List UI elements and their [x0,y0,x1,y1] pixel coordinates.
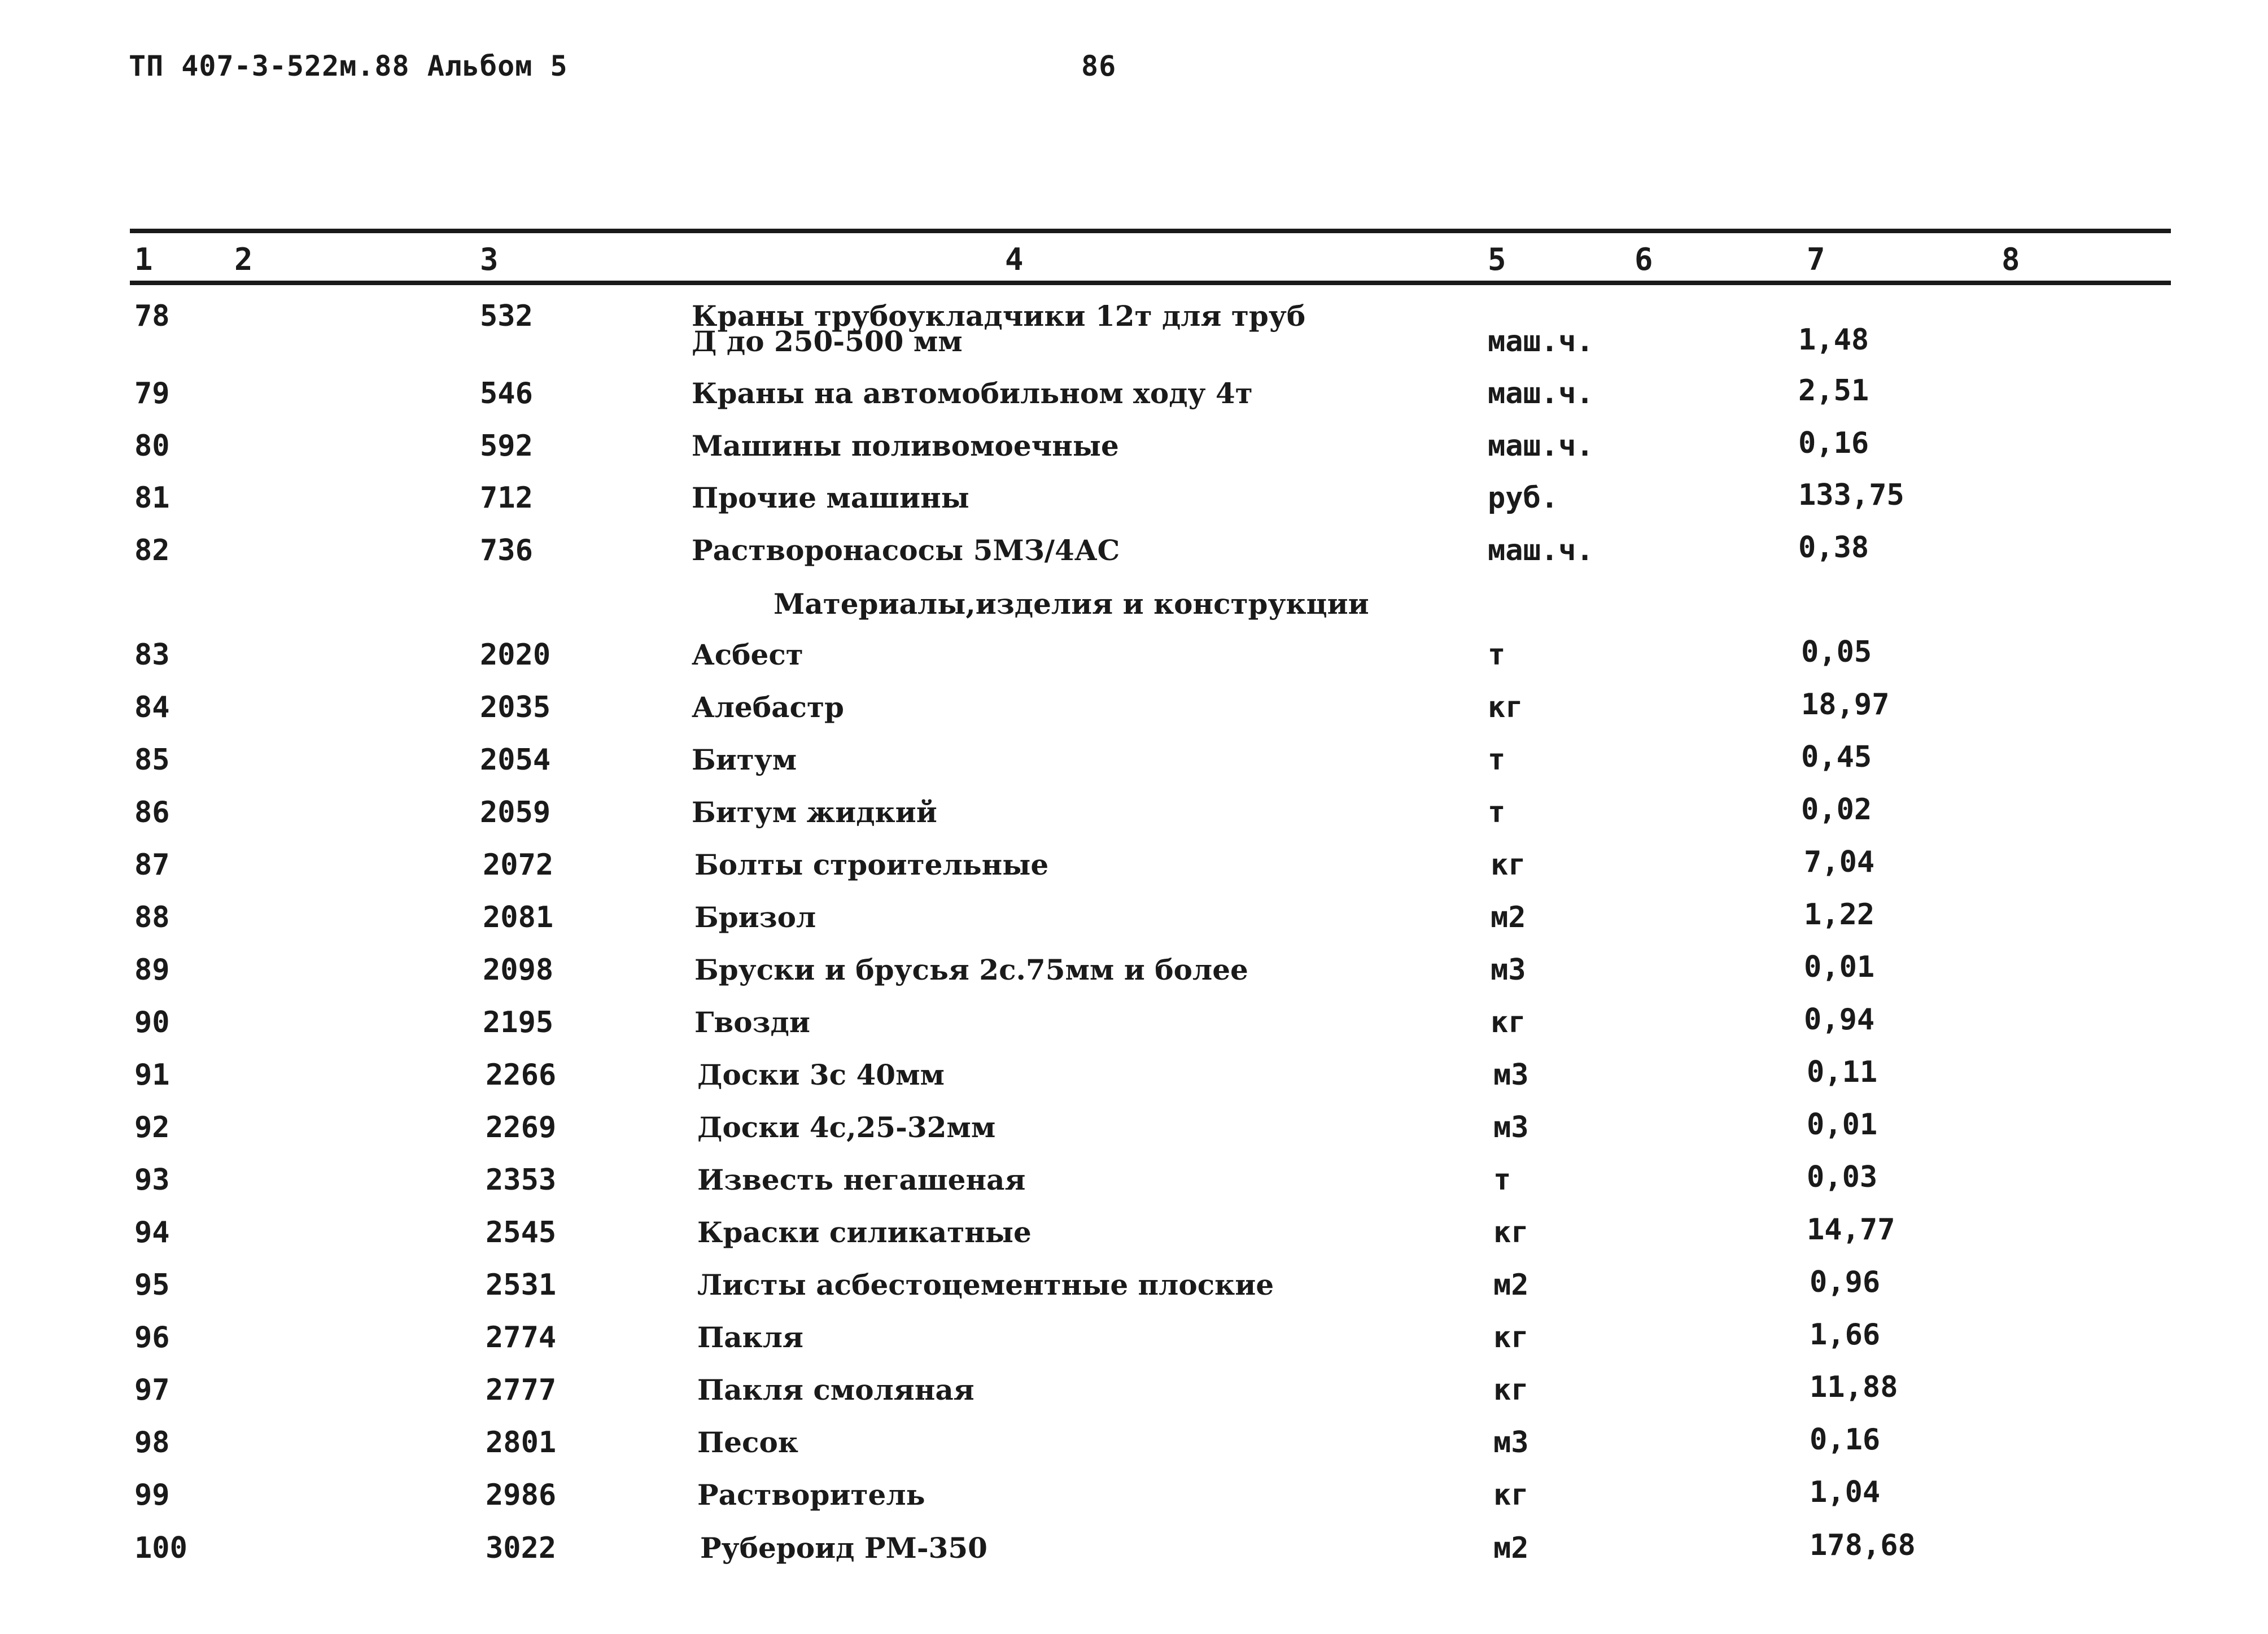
row-number: 96 [134,1321,170,1355]
resource-name: Краны трубоукладчики 12т для труб [692,299,1306,333]
unit: м3 [1493,1058,1529,1092]
row-number: 80 [134,429,170,463]
resource-code: 2035 [480,691,551,724]
row-number: 82 [134,534,170,567]
column-header: 8 [2002,242,2020,277]
row-number: 100 [134,1531,187,1565]
resource-name: Краски силикатные [697,1216,1032,1249]
unit: кг [1493,1321,1529,1355]
unit: руб. [1488,481,1559,515]
resource-name: Рубероид РМ-350 [700,1531,987,1565]
column-header: 1 [134,242,153,277]
column-header: 4 [1005,242,1024,277]
unit: кг [1488,691,1523,724]
unit: маш.ч. [1488,377,1594,410]
quantity: 1,04 [1810,1475,1881,1509]
resource-name: Пакля смоляная [697,1373,975,1406]
row-number: 87 [134,848,170,882]
unit: м2 [1493,1531,1529,1565]
resource-code: 3022 [486,1531,557,1565]
row-number: 78 [134,299,170,333]
table-header-rule [130,281,2171,285]
quantity: 178,68 [1810,1528,1916,1562]
row-number: 85 [134,743,170,777]
column-header: 5 [1488,242,1506,277]
resource-name: Алебастр [692,691,844,724]
resource-code: 712 [480,481,533,515]
resource-name: Растворитель [697,1478,925,1511]
resource-code: 2774 [486,1321,557,1355]
row-number: 94 [134,1216,170,1249]
resource-name: Песок [697,1426,798,1459]
resource-code: 2059 [480,796,551,829]
quantity: 0,01 [1807,1108,1878,1142]
unit: кг [1493,1216,1529,1249]
row-number: 79 [134,377,170,410]
quantity: 7,04 [1804,845,1875,879]
quantity: 0,16 [1798,426,1869,460]
resource-name: Известь негашеная [697,1163,1026,1196]
row-number: 88 [134,901,170,934]
resource-code: 592 [480,429,533,463]
document-code: ТП 407-3-522м.88 Альбом 5 [129,50,568,82]
resource-name-continued: Д до 250-500 мм [692,325,963,358]
unit: маш.ч. [1488,325,1594,359]
unit: т [1488,743,1506,777]
row-number: 84 [134,691,170,724]
quantity: 0,05 [1801,635,1872,669]
unit: м3 [1493,1426,1529,1460]
resource-code: 2353 [486,1163,557,1197]
resource-code: 2020 [480,638,551,672]
resource-name: Битум жидкий [692,796,937,829]
resource-code: 2072 [483,848,554,882]
column-header: 6 [1635,242,1653,277]
quantity: 18,97 [1801,688,1890,722]
resource-code: 2269 [486,1111,557,1144]
quantity: 1,48 [1798,323,1869,357]
quantity: 1,22 [1804,898,1875,932]
resource-name: Растворонасосы 5МЗ/4АС [692,534,1120,567]
resource-code: 2266 [486,1058,557,1092]
quantity: 0,38 [1798,531,1869,565]
resource-code: 2531 [486,1268,557,1302]
resource-code: 2195 [483,1006,554,1039]
unit: маш.ч. [1488,429,1594,463]
resource-name: Машины поливомоечные [692,429,1119,462]
resource-name: Бруски и брусья 2с.75мм и более [694,953,1248,986]
quantity: 0,11 [1807,1055,1878,1089]
unit: кг [1491,1006,1526,1039]
row-number: 86 [134,796,170,829]
row-number: 91 [134,1058,170,1092]
row-number: 97 [134,1373,170,1407]
quantity: 2,51 [1798,374,1869,408]
resource-name: Гвозди [694,1006,810,1039]
quantity: 0,96 [1810,1265,1881,1299]
unit: т [1488,638,1506,672]
resource-name: Битум [692,743,797,776]
unit: кг [1493,1478,1529,1512]
row-number: 89 [134,953,170,987]
quantity: 0,94 [1804,1003,1875,1037]
column-header: 2 [234,242,253,277]
table-top-rule [130,229,2171,233]
quantity: 0,02 [1801,793,1872,827]
resource-code: 2986 [486,1478,557,1512]
row-number: 90 [134,1006,170,1039]
quantity: 133,75 [1798,478,1904,512]
resource-name: Доски 4с,25-32мм [697,1111,996,1144]
unit: маш.ч. [1488,534,1594,567]
unit: м2 [1491,901,1526,934]
section-heading: Материалы,изделия и конструкции [774,587,1369,621]
unit: кг [1491,848,1526,882]
unit: т [1493,1163,1511,1197]
quantity: 0,03 [1807,1160,1878,1194]
quantity: 0,16 [1810,1423,1881,1457]
resource-code: 2545 [486,1216,557,1249]
resource-name: Бризол [694,901,816,934]
page-number: 86 [1081,50,1117,82]
unit: т [1488,796,1506,829]
resource-name: Краны на автомобильном ходу 4т [692,377,1253,410]
resource-code: 2081 [483,901,554,934]
row-number: 92 [134,1111,170,1144]
resource-code: 546 [480,377,533,410]
resource-code: 2098 [483,953,554,987]
quantity: 0,01 [1804,950,1875,984]
resource-code: 532 [480,299,533,333]
unit: м3 [1493,1111,1529,1144]
resource-code: 2801 [486,1426,557,1460]
resource-code: 2054 [480,743,551,777]
unit: кг [1493,1373,1529,1407]
quantity: 11,88 [1810,1370,1898,1404]
unit: м3 [1491,953,1526,987]
resource-name: Доски 3с 40мм [697,1058,945,1091]
resource-name: Асбест [692,638,803,671]
resource-code: 736 [480,534,533,567]
quantity: 1,66 [1810,1318,1881,1352]
column-header: 7 [1807,242,1825,277]
quantity: 0,45 [1801,740,1872,774]
resource-code: 2777 [486,1373,557,1407]
row-number: 81 [134,481,170,515]
row-number: 99 [134,1478,170,1512]
row-number: 95 [134,1268,170,1302]
row-number: 93 [134,1163,170,1197]
resource-name: Листы асбестоцементные плоские [697,1268,1274,1301]
quantity: 14,77 [1807,1213,1895,1247]
resource-name: Болты строительные [694,848,1049,881]
resource-name: Пакля [697,1321,803,1354]
column-header: 3 [480,242,499,277]
unit: м2 [1493,1268,1529,1302]
row-number: 83 [134,638,170,672]
row-number: 98 [134,1426,170,1460]
resource-name: Прочие машины [692,481,969,514]
